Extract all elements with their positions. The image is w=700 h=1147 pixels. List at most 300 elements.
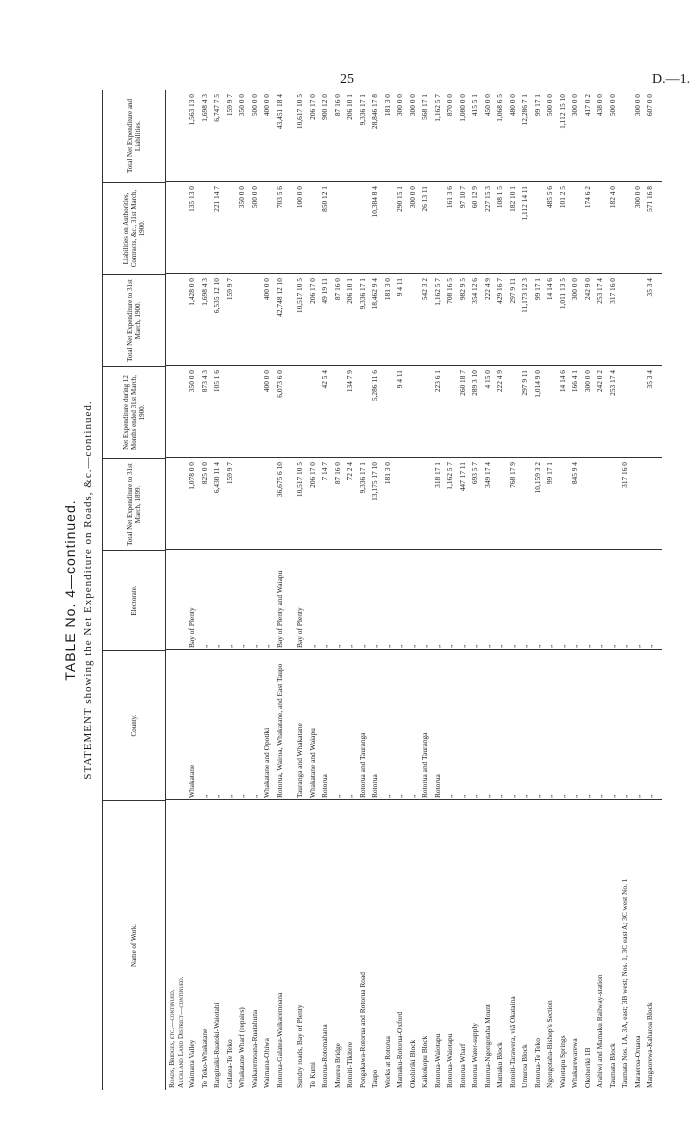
- table-cell: „: [470, 794, 479, 798]
- table-cell: 350 0 0: [237, 94, 246, 117]
- table-cell: 99 17 1: [532, 94, 542, 117]
- table-cell: „: [407, 794, 417, 798]
- table-cell: „: [520, 644, 529, 648]
- table-cell: 222 4 9: [482, 278, 492, 301]
- table-cell: Okoheriki 1B: [582, 1047, 592, 1088]
- table-cell: „: [470, 644, 479, 648]
- table-cell: „: [545, 644, 554, 648]
- table-cell: „: [237, 794, 246, 798]
- table-cell: 5,286 11 6: [370, 370, 379, 402]
- table-cell: 181 3 0: [382, 278, 392, 301]
- table-cell: „: [199, 644, 209, 648]
- table-cell: 693 5 7: [470, 462, 479, 485]
- table-row: [262, 90, 272, 1090]
- table-cell: Mourea Bridge: [332, 1043, 342, 1088]
- table-cell: „: [607, 794, 617, 798]
- table-row: [420, 90, 430, 1090]
- header-county: County.: [103, 650, 165, 800]
- table-cell: „: [545, 794, 554, 798]
- table-cell: Rotorua: [320, 774, 329, 798]
- table-cell: „: [532, 794, 542, 798]
- table-cell: 10,617 10 5: [295, 94, 304, 130]
- table-cell: 607 0 0: [645, 94, 654, 117]
- table-cell: 181 3 0: [382, 94, 392, 117]
- table-cell: 108 1 5: [495, 186, 504, 209]
- table-row: [275, 90, 285, 1090]
- table-cell: 260 18 7: [457, 370, 467, 396]
- table-cell: 97 10 7: [457, 186, 467, 209]
- table-row: [595, 90, 605, 1090]
- table-cell: „: [645, 794, 654, 798]
- table-cell: 10,384 8 4: [370, 186, 379, 218]
- table-cell: 870 0 0: [445, 94, 454, 117]
- table-cell: 290 15 1: [395, 186, 404, 212]
- table-cell: „: [507, 644, 517, 648]
- table-row: [545, 90, 555, 1090]
- table-cell: 6,073 6 0: [274, 370, 284, 398]
- table-cell: 10,517 10 5: [295, 462, 304, 498]
- table-cell: „: [332, 644, 342, 648]
- table-cell: 7 14 7: [320, 462, 329, 481]
- table-cell: „: [595, 794, 604, 798]
- table-cell: Taumata Block: [607, 1043, 617, 1088]
- table-cell: Bay of Plenty: [295, 607, 304, 648]
- table-cell: „: [407, 644, 417, 648]
- table-cell: „: [332, 794, 342, 798]
- table-cell: 36,675 6 10: [274, 462, 284, 498]
- table-cell: Bay of Plenty: [187, 607, 196, 648]
- table-cell: 300 0 0: [632, 186, 642, 209]
- table-cell: 206 10 1: [345, 94, 354, 120]
- table-cell: „: [620, 644, 629, 648]
- table-cell: „: [632, 644, 642, 648]
- header-liabilities: Liabilities on Authorities, Contracts, &c., 31st March, 1900.: [103, 182, 165, 274]
- table-cell: 227 15 3: [482, 186, 492, 212]
- table-cell: „: [507, 794, 517, 798]
- table-cell: 1,563 13 0: [187, 94, 196, 126]
- table-row: [645, 90, 655, 1090]
- table-cell: Arahiwi and Mamaku Railway-station: [595, 974, 604, 1088]
- table-cell: Te Kumi: [307, 1062, 317, 1088]
- table-cell: 9 4 11: [395, 278, 404, 297]
- table-cell: „: [224, 794, 234, 798]
- table-cell: 1,698 4 3: [199, 278, 209, 306]
- table-cell: 87 16 0: [332, 94, 342, 117]
- table-subtitle: STATEMENT showing the Net Expenditure on Roads, &c.—continued.: [82, 400, 94, 780]
- table-cell: 873 4 3: [199, 370, 209, 393]
- rotated-table: [62, 90, 662, 1090]
- table-cell: „: [495, 644, 504, 648]
- table-cell: Rotoiti-Tarawera, viâ Okataina: [507, 996, 517, 1088]
- table-cell: 415 5 1: [470, 94, 479, 117]
- table-row: [395, 90, 405, 1090]
- table-cell: 297 9 11: [520, 370, 529, 396]
- table-cell: 300 0 0: [570, 278, 579, 301]
- table-row: [308, 90, 318, 1090]
- table-cell: Rotorua-Waiotapu: [432, 1033, 442, 1088]
- table-cell: „: [212, 794, 221, 798]
- table-cell: Whakatane Wharf (repairs): [237, 1007, 246, 1088]
- table-cell: „: [495, 794, 504, 798]
- table-row: [483, 90, 493, 1090]
- table-cell: 26 13 11: [420, 186, 429, 212]
- table-cell: 174 6 2: [582, 186, 592, 209]
- table-cell: „: [357, 644, 367, 648]
- table-cell: 10,517 10 5: [295, 278, 304, 314]
- table-cell: 500 0 0: [545, 94, 554, 117]
- table-cell: 1,428 0 0: [187, 278, 196, 306]
- table-cell: 159 9 7: [224, 462, 234, 485]
- table-cell: „: [532, 644, 542, 648]
- table-cell: 845 9 4: [570, 462, 579, 485]
- table-cell: 206 17 0: [307, 94, 317, 120]
- table-cell: „: [632, 794, 642, 798]
- table-cell: „: [557, 794, 567, 798]
- table-cell: Rotorua-Ngongotaha Mount: [482, 1004, 492, 1088]
- table-cell: 297 9 11: [507, 278, 517, 304]
- table-row: [200, 90, 210, 1090]
- table-cell: 350 0 0: [187, 370, 196, 393]
- table-cell: „: [249, 644, 259, 648]
- table-cell: 1,068 6 5: [495, 94, 504, 122]
- table-cell: 10,159 3 2: [532, 462, 542, 494]
- table-cell: 13,175 17 10: [370, 462, 379, 501]
- table-cell: 900 12 0: [320, 94, 329, 120]
- section-subheading: Auckland Land District—continued.: [176, 976, 185, 1088]
- table-cell: 43,451 18 4: [274, 94, 284, 130]
- table-cell: 253 17 4: [595, 278, 604, 304]
- table-cell: Rotorua-Waiotapu: [445, 1033, 454, 1088]
- table-cell: 703 5 6: [274, 186, 284, 209]
- table-cell: „: [520, 794, 529, 798]
- table-row: [408, 90, 418, 1090]
- table-cell: 253 17 4: [607, 370, 617, 396]
- table-row: [345, 90, 355, 1090]
- table-cell: 568 17 1: [420, 94, 429, 120]
- table-cell: „: [345, 644, 354, 648]
- table-cell: 300 0 0: [570, 94, 579, 117]
- table-cell: „: [320, 644, 329, 648]
- table-cell: 1,014 9 0: [532, 370, 542, 398]
- table-cell: 87 16 0: [332, 462, 342, 485]
- table-cell: Umuroa Block: [520, 1044, 529, 1088]
- table-row: [225, 90, 235, 1090]
- table-cell: Pongakawa-Rotorua and Rotorua Road: [357, 972, 367, 1088]
- table-row: [583, 90, 593, 1090]
- table-row: [495, 90, 505, 1090]
- table-row: [433, 90, 443, 1090]
- table-row: [558, 90, 568, 1090]
- table-cell: 206 17 0: [307, 462, 317, 488]
- table-row: [295, 90, 305, 1090]
- table-cell: 6,535 12 10: [212, 278, 221, 314]
- table-row: [383, 90, 393, 1090]
- table-cell: 221 14 7: [212, 186, 221, 212]
- table-cell: 182 10 1: [507, 186, 517, 212]
- table-cell: Rotorua Wharf: [457, 1043, 467, 1088]
- table-row: [445, 90, 455, 1090]
- table-cell: „: [620, 794, 629, 798]
- table-cell: 87 16 0: [332, 278, 342, 301]
- header-to-1900: Total Net Expenditure to 31st March, 1900.: [103, 274, 165, 366]
- table-cell: „: [570, 794, 579, 798]
- table-cell: 99 17 1: [532, 278, 542, 301]
- table-cell: Waikaremoana-Ruatahuna: [249, 1009, 259, 1088]
- page-number: 25: [340, 72, 354, 87]
- table-cell: „: [249, 794, 259, 798]
- table-cell: 300 0 0: [395, 94, 404, 117]
- table-cell: Rotorua: [370, 774, 379, 798]
- table-cell: 350 0 0: [237, 186, 246, 209]
- table-cell: Whakatane and Opotiki: [262, 727, 271, 798]
- table-cell: Rotoiti-Tikitere: [345, 1041, 354, 1088]
- table-cell: 222 4 9: [495, 370, 504, 393]
- table-cell: Bay of Plenty and Waiapu: [274, 570, 284, 648]
- table-cell: 1,162 5 7: [432, 94, 442, 122]
- table-cell: 542 3 2: [420, 278, 429, 301]
- table-cell: Sundry roads, Bay of Plenty: [295, 1004, 304, 1088]
- table-row: [520, 90, 530, 1090]
- table-cell: 9,336 17 1: [357, 94, 367, 126]
- table-cell: 9 4 11: [395, 370, 404, 389]
- table-cell: Maraeroa-Oruaoa: [632, 1035, 642, 1088]
- table-cell: Kaikokopu Block: [420, 1035, 429, 1088]
- table-cell: „: [224, 644, 234, 648]
- table-cell: 400 0 0: [262, 94, 271, 117]
- table-cell: 11,173 12 3: [520, 278, 529, 313]
- table-cell: „: [482, 794, 492, 798]
- table-cell: 825 0 0: [199, 462, 209, 485]
- table-cell: 1,162 5 7: [445, 462, 454, 490]
- table-cell: Rotorua-Te Teko: [532, 1038, 542, 1088]
- table-row: [458, 90, 468, 1090]
- table-cell: 768 17 9: [507, 462, 517, 488]
- table-cell: „: [262, 644, 271, 648]
- table-cell: „: [395, 644, 404, 648]
- table-cell: Mamaku-Rotorua-Oxford: [395, 1011, 404, 1088]
- table-cell: „: [370, 644, 379, 648]
- table-cell: 105 1 6: [212, 370, 221, 393]
- table-cell: „: [345, 794, 354, 798]
- table-row: [570, 90, 580, 1090]
- table-cell: Whakatane and Waiapu: [307, 728, 317, 798]
- header-during: Net Expenditure during 12 Months ended 31st March, 1900.: [103, 366, 165, 458]
- table-cell: 1,698 4 3: [199, 94, 209, 122]
- table-cell: 14 14 6: [557, 370, 567, 393]
- table-cell: Rotorua-Rotomahana: [320, 1024, 329, 1088]
- table-row: [633, 90, 643, 1090]
- table-cell: 429 16 7: [495, 278, 504, 304]
- table-row: [358, 90, 368, 1090]
- table-cell: Te Teko-Whakatane: [199, 1028, 209, 1088]
- table-cell: 850 12 1: [320, 186, 329, 212]
- table-cell: 300 0 0: [407, 94, 417, 117]
- table-row: [508, 90, 518, 1090]
- table-cell: Tauranga and Whakatane: [295, 723, 304, 798]
- table-cell: 708 16 5: [445, 278, 454, 304]
- table-cell: 49 19 11: [320, 278, 329, 304]
- table-row: [620, 90, 630, 1090]
- table-cell: 182 4 0: [607, 186, 617, 209]
- table-cell: 300 0 0: [632, 94, 642, 117]
- table-cell: Whakatane: [187, 764, 196, 798]
- table-row: [370, 90, 380, 1090]
- table-row: [237, 90, 247, 1090]
- table-cell: „: [445, 644, 454, 648]
- table-cell: 480 0 0: [507, 94, 517, 117]
- table-cell: 485 5 6: [545, 186, 554, 209]
- table-cell: 161 3 6: [445, 186, 454, 209]
- table-cell: „: [595, 644, 604, 648]
- table-cell: 6,430 11 4: [212, 462, 221, 494]
- table-cell: Mangaorewa-Kaharoa Block: [645, 1002, 654, 1088]
- table-cell: 9,336 17 1: [357, 462, 367, 494]
- table-cell: „: [607, 644, 617, 648]
- table-cell: „: [382, 794, 392, 798]
- table-cell: Rotorua and Tauranga: [357, 732, 367, 798]
- table-cell: „: [645, 644, 654, 648]
- header-electorate: Electorate.: [103, 550, 165, 650]
- table-cell: 317 16 0: [620, 462, 629, 488]
- table-cell: Rotorua and Tauranga: [420, 732, 429, 798]
- table-cell: Waiotapu Springs: [557, 1035, 567, 1088]
- table-cell: „: [457, 794, 467, 798]
- header-work: Name of Work.: [103, 800, 165, 1090]
- table-cell: „: [582, 794, 592, 798]
- table-cell: 6,747 7 5: [212, 94, 221, 122]
- table-cell: 60 12 9: [470, 186, 479, 209]
- table-cell: „: [582, 644, 592, 648]
- table-row: [250, 90, 260, 1090]
- table-cell: 400 0 0: [262, 370, 271, 393]
- table-cell: 400 0 0: [262, 278, 271, 301]
- table-row: [470, 90, 480, 1090]
- table-cell: „: [395, 794, 404, 798]
- table-row: [533, 90, 543, 1090]
- table-cell: 447 17 11: [457, 462, 467, 492]
- table-cell: „: [237, 644, 246, 648]
- table-cell: 223 6 1: [432, 370, 442, 393]
- table-row: [320, 90, 330, 1090]
- table-cell: 300 0 0: [582, 370, 592, 393]
- table-cell: Ngongotaha-Bishop's Section: [545, 1000, 554, 1088]
- table-cell: Rangitaiki-Ruatoki-Waiotahi: [212, 1002, 221, 1088]
- table-row: [187, 90, 197, 1090]
- table-cell: 159 9 7: [224, 278, 234, 301]
- table-row: [608, 90, 618, 1090]
- header-to-1899: Total Net Expenditure to 31st March, 1899.: [103, 458, 165, 550]
- table-cell: 42 5 4: [320, 370, 329, 389]
- table-cell: 9,336 17 1: [357, 278, 367, 310]
- table-cell: 300 0 0: [407, 186, 417, 209]
- table-cell: „: [557, 644, 567, 648]
- table-cell: 12,286 7 1: [520, 94, 529, 126]
- table-cell: „: [570, 644, 579, 648]
- table-cell: 42,748 12 10: [274, 278, 284, 317]
- table-cell: Galatea-Te Teko: [224, 1039, 234, 1088]
- table-cell: 134 7 9: [345, 370, 354, 393]
- table-cell: „: [307, 644, 317, 648]
- table-cell: Mamaku Block: [495, 1042, 504, 1088]
- table-cell: 571 16 8: [645, 186, 654, 212]
- table-cell: 1,078 0 0: [187, 462, 196, 490]
- table-cell: 18,462 9 4: [370, 278, 379, 310]
- table-cell: 318 17 1: [432, 462, 442, 488]
- table-cell: 242 0 2: [595, 370, 604, 393]
- table-cell: Taumata Nos. 1A, 3A, east; 3B west; Nos. 1, 3C east A; 3C west No. 1: [620, 878, 629, 1088]
- table-cell: „: [432, 644, 442, 648]
- table-cell: „: [445, 794, 454, 798]
- section-heading: Roads, Bridges, etc.—continued.: [167, 989, 176, 1088]
- table-cell: 438 0 0: [595, 94, 604, 117]
- table-cell: „: [457, 644, 467, 648]
- table-cell: 181 3 0: [382, 462, 392, 485]
- table-cell: 289 3 10: [470, 370, 479, 396]
- table-cell: 100 0 0: [295, 186, 304, 209]
- table-cell: 101 2 5: [557, 186, 567, 209]
- table-cell: „: [382, 644, 392, 648]
- document-reference: D.—1.: [652, 72, 691, 87]
- table-cell: 242 9 0: [582, 278, 592, 301]
- table-cell: 14 14 6: [545, 278, 554, 301]
- table-cell: Waimana-Ohiwa: [262, 1038, 271, 1088]
- table-cell: 349 17 4: [482, 462, 492, 488]
- table-cell: Whakarewarewa: [570, 1038, 579, 1088]
- table-cell: 35 3 4: [645, 278, 654, 297]
- table-cell: Rotorua: [432, 774, 442, 798]
- table-cell: 135 13 0: [187, 186, 196, 212]
- table-cell: Waimana Valley: [187, 1039, 196, 1088]
- table-cell: 317 16 0: [607, 278, 617, 304]
- table-row: [212, 90, 222, 1090]
- table-cell: 1,112 15 10: [557, 94, 567, 129]
- table-cell: Rotorua-Galatea-Waikaremoana: [274, 992, 284, 1088]
- table-cell: Works at Rotorua: [382, 1036, 392, 1088]
- table-cell: 35 3 4: [645, 370, 654, 389]
- table-cell: 417 0 2: [582, 94, 592, 117]
- table-cell: 159 9 7: [224, 94, 234, 117]
- table-cell: 354 12 6: [470, 278, 479, 304]
- table-cell: 28,846 17 8: [370, 94, 379, 130]
- table-cell: 450 0 0: [482, 94, 492, 117]
- table-cell: Rotorua Water-supply: [470, 1022, 479, 1088]
- header-total-liabilities: Total Net Expenditure and Liabilities.: [126, 99, 142, 173]
- table-cell: 72 2 4: [345, 462, 354, 481]
- table-cell: 1,112 14 11: [520, 186, 529, 221]
- table-cell: Okohiriki Block: [407, 1039, 417, 1088]
- table-cell: 166 4 1: [570, 370, 579, 393]
- table-cell: 99 17 1: [545, 462, 554, 485]
- table-cell: „: [212, 644, 221, 648]
- table-cell: 1,080 0 0: [457, 94, 467, 122]
- table-row: [333, 90, 343, 1090]
- table-cell: 206 10 1: [345, 278, 354, 304]
- table-cell: 500 0 0: [249, 186, 259, 209]
- table-cell: 1,162 5 7: [432, 278, 442, 306]
- table-cell: 4 15 0: [482, 370, 492, 389]
- table-cell: 206 17 0: [307, 278, 317, 304]
- table-cell: „: [199, 794, 209, 798]
- table-cell: 982 9 5: [457, 278, 467, 301]
- table-cell: 500 0 0: [249, 94, 259, 117]
- table-cell: 500 0 0: [607, 94, 617, 117]
- table-cell: „: [420, 644, 429, 648]
- table-cell: Rotorua, Wairoa, Whakatane, and East Taupo: [274, 663, 284, 798]
- table-title: TABLE No. 4—continued.: [62, 499, 78, 681]
- table-cell: 1,011 13 5: [557, 278, 567, 310]
- table-header: [102, 90, 166, 1090]
- table-cell: „: [482, 644, 492, 648]
